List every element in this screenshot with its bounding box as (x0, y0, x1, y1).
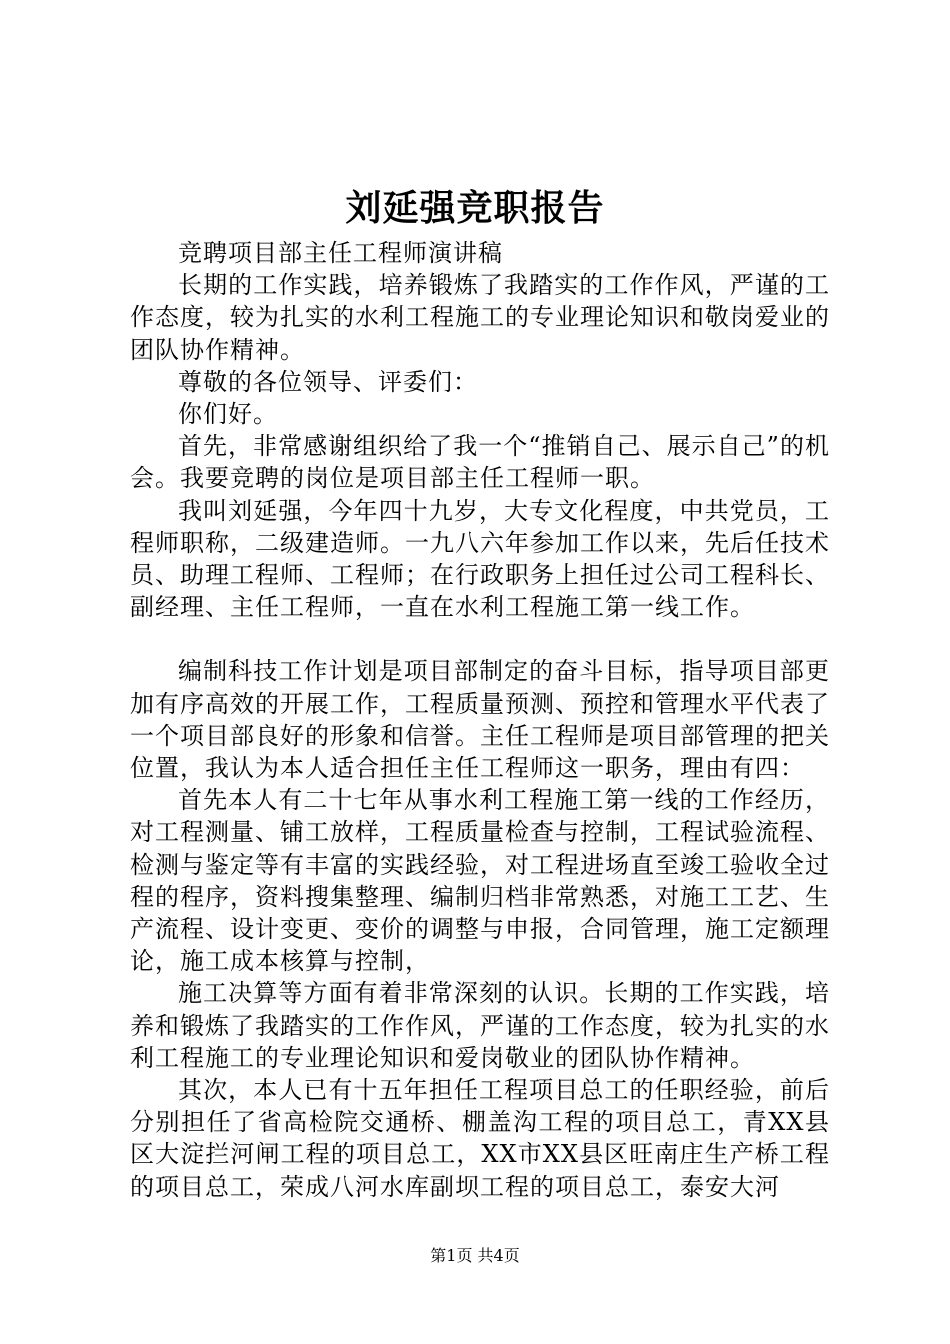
paragraph-reason-two: 其次，本人已有十五年担任工程项目总工的任职经验，前后分别担任了省高检院交通桥、棚盖沟工程的项目总工，青XX县区大淀拦河闸工程的项目总工，XX市XX县区旺南庄生产桥工程的项目总工，荣成八河水库副坝工程的项目总工，泰安大河 (130, 1076, 830, 1201)
paragraph-plan: 编制科技工作计划是项目部制定的奋斗目标，指导项目部更加有序高效的开展工作，工程质量预测、预控和管理水平代表了一个项目部良好的形象和信誉。主任工程师是项目部管理的把关位置，我认为本人适合担任主任工程师这一职务，理由有四： (130, 657, 830, 783)
paragraph-self-intro: 我叫刘延强，今年四十九岁，大专文化程度，中共党员，工程师职称，二级建造师。一九八六年参加工作以来，先后任技术员、助理工程师、工程师；在行政职务上担任过公司工程科长、副经理、主任工程师，一直在水利工程施工第一线工作。 (130, 496, 830, 622)
paragraph-reason-one-cont: 施工决算等方面有着非常深刻的认识。长期的工作实践，培养和锻炼了我踏实的工作作风，严谨的工作态度，较为扎实的水利工程施工的专业理论知识和爱岗敬业的团队协作精神。 (130, 979, 830, 1072)
paragraph-greeting: 你们好。 (178, 400, 278, 429)
paragraph-thanks: 首先，非常感谢组织给了我一个“推销自己、展示自己”的机会。我要竞聘的岗位是项目部主任工程师一职。 (130, 432, 830, 493)
document-title: 刘延强竞职报告 (345, 187, 605, 229)
paragraph-salutation: 尊敬的各位领导、评委们： (178, 367, 478, 396)
paragraph-reason-one: 首先本人有二十七年从事水利工程施工第一线的工作经历，对工程测量、铺工放样，工程质量检查与控制，工程试验流程、检测与鉴定等有丰富的实践经验，对工程进场直至竣工验收全过程的程序，资料搜集整理、编制归档非常熟悉，对施工工艺、生产流程、设计变更、变价的调整与申报，合同管理，施工定额理论，施工成本核算与控制， (130, 786, 830, 976)
paragraph-intro: 长期的工作实践，培养锻炼了我踏实的工作作风，严谨的工作态度，较为扎实的水利工程施工的专业理论知识和敬岗爱业的团队协作精神。 (130, 271, 830, 364)
page-footer: 第1页 共4页 (430, 1246, 520, 1265)
document-body (130, 237, 830, 1203)
paragraph-subtitle: 竞聘项目部主任工程师演讲稿 (178, 239, 503, 267)
